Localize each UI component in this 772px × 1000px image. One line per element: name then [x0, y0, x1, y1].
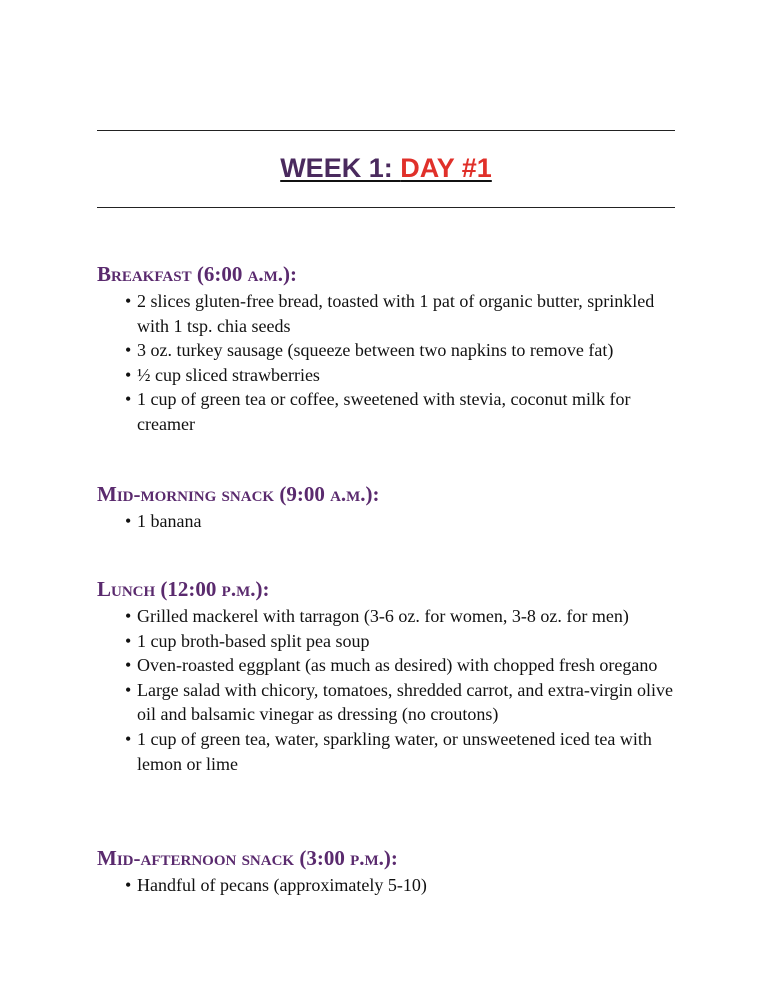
section-mid-morning-snack — [97, 481, 697, 534]
week-label: WEEK 1: — [280, 153, 401, 183]
item-list — [97, 873, 697, 898]
section-time: (9:00 a.m.): — [279, 482, 380, 506]
list-item: • Large salad with chicory, tomatoes, shredded carrot, and extra-virgin olive oil and balsamic vinegar as dressing (no croutons) — [125, 678, 682, 727]
list-item: • 1 banana — [125, 509, 682, 534]
list-item: • 1 cup of green tea, water, sparkling water, or unsweetened iced tea with lemon or lime — [125, 727, 682, 776]
list-item: • ½ cup sliced strawberries — [125, 363, 682, 388]
section-time: (12:00 p.m.): — [160, 577, 270, 601]
item-list — [97, 509, 697, 534]
section-lunch — [97, 576, 697, 776]
page-title — [0, 150, 772, 186]
section-heading — [97, 481, 697, 507]
section-breakfast — [97, 261, 697, 437]
day-label: DAY #1 — [400, 153, 492, 183]
section-name: Mid-morning snack — [97, 482, 275, 506]
section-time: (6:00 a.m.): — [196, 262, 298, 286]
item-list — [97, 604, 697, 776]
section-heading — [97, 576, 697, 602]
top-divider — [97, 130, 675, 131]
item-list — [97, 289, 697, 437]
list-item: • 3 oz. turkey sausage (squeeze between two napkins to remove fat) — [125, 338, 682, 363]
section-heading — [97, 261, 697, 287]
section-time: (3:00 p.m.): — [299, 846, 398, 870]
list-item: • Grilled mackerel with tarragon (3-6 oz. for women, 3-8 oz. for men) — [125, 604, 682, 629]
list-item: • 1 cup of green tea or coffee, sweetened with stevia, coconut milk for creamer — [125, 387, 682, 436]
list-item: • 2 slices gluten-free bread, toasted with 1 pat of organic butter, sprinkled with 1 tsp. chia seeds — [125, 289, 682, 338]
section-name: Mid-afternoon snack — [97, 846, 295, 870]
list-item: • Handful of pecans (approximately 5-10) — [125, 873, 682, 898]
section-name: Lunch — [97, 577, 156, 601]
section-heading — [97, 845, 697, 871]
section-name: Breakfast — [97, 262, 192, 286]
bottom-divider — [97, 207, 675, 208]
section-mid-afternoon-snack — [97, 845, 697, 898]
list-item: • Oven-roasted eggplant (as much as desired) with chopped fresh oregano — [125, 653, 682, 678]
list-item: • 1 cup broth-based split pea soup — [125, 629, 682, 654]
